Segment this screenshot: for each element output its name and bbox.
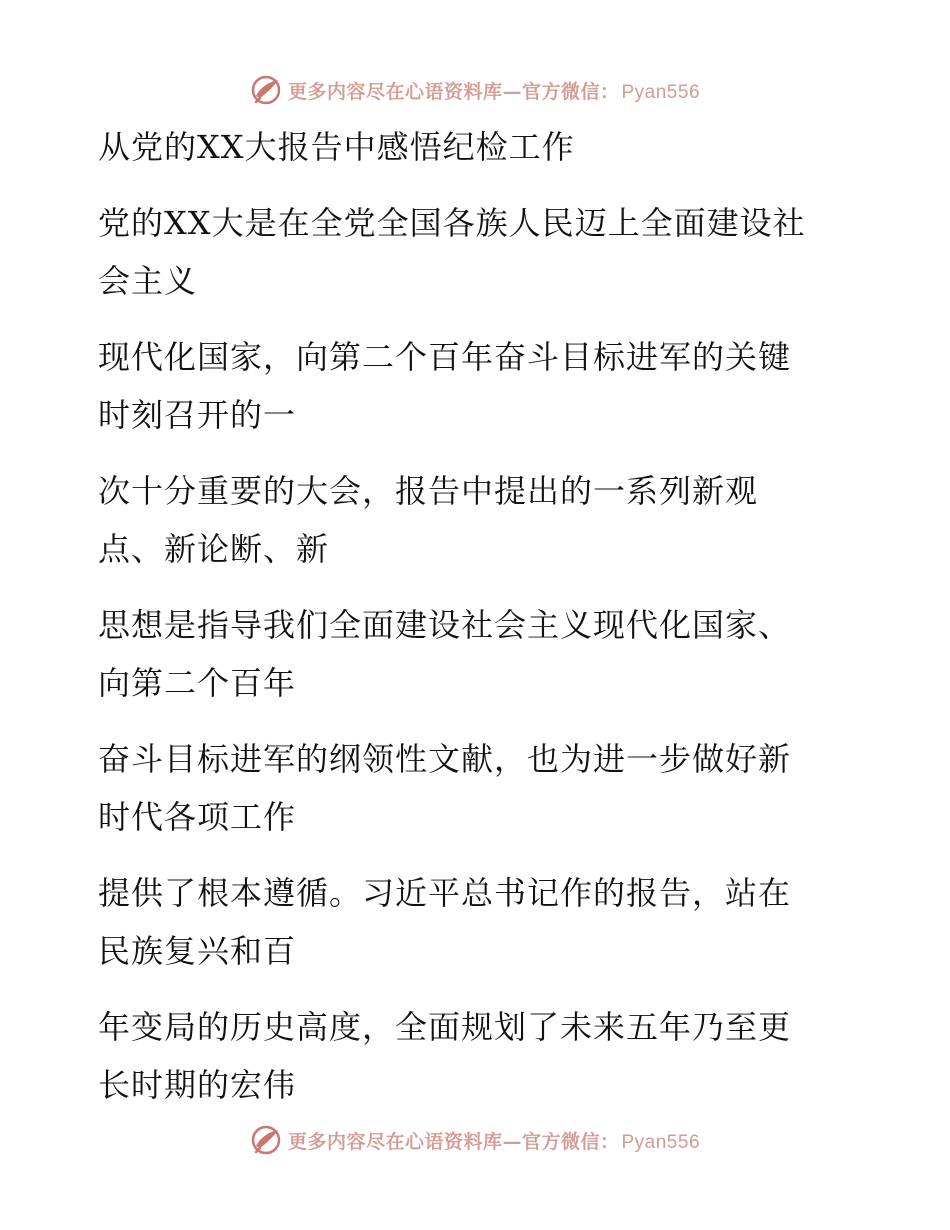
paragraph-line: 点、新论断、新 (98, 530, 330, 568)
document-body (98, 118, 858, 1114)
watermark-label: 更多内容尽在心语资料库—官方微信： (287, 80, 620, 103)
watermark-wechat-id: Pyan556 (621, 1131, 701, 1153)
paragraph-line: 向第二个百年 (98, 664, 297, 702)
paragraph-line: 会主义 (98, 262, 198, 300)
paragraph-line: 时刻召开的一 (98, 396, 297, 434)
watermark-text (288, 1127, 700, 1154)
paragraph-line: 次十分重要的大会，报告中提出的一系列新观 (98, 472, 759, 510)
footer-watermark (0, 1122, 950, 1158)
paragraph-line: 思想是指导我们全面建设社会主义现代化国家、 (98, 606, 792, 644)
paragraph-line: 时代各项工作 (98, 798, 297, 836)
document-title: 从党的XX大报告中感悟纪检工作 (98, 128, 575, 166)
paragraph-line: 长时期的宏伟 (98, 1066, 297, 1104)
paragraph-line: 现代化国家，向第二个百年奋斗目标进军的关键 (98, 338, 792, 376)
watermark-wechat-id: Pyan556 (621, 81, 701, 103)
header-watermark (0, 72, 950, 108)
paragraph-line: 民族复兴和百 (98, 932, 297, 970)
paragraph-line: 年变局的历史高度，全面规划了未来五年乃至更 (98, 1008, 792, 1046)
fountain-pen-logo-icon (250, 1124, 282, 1156)
paragraph-line: 提供了根本遵循。习近平总书记作的报告，站在 (98, 874, 792, 912)
paragraph-line: 党的XX大是在全党全国各族人民迈上全面建设社 (98, 204, 806, 242)
paragraph-line: 奋斗目标进军的纲领性文献，也为进一步做好新 (98, 740, 792, 778)
watermark-label: 更多内容尽在心语资料库—官方微信： (287, 1130, 620, 1153)
fountain-pen-logo-icon (250, 74, 282, 106)
watermark-text (288, 77, 700, 104)
